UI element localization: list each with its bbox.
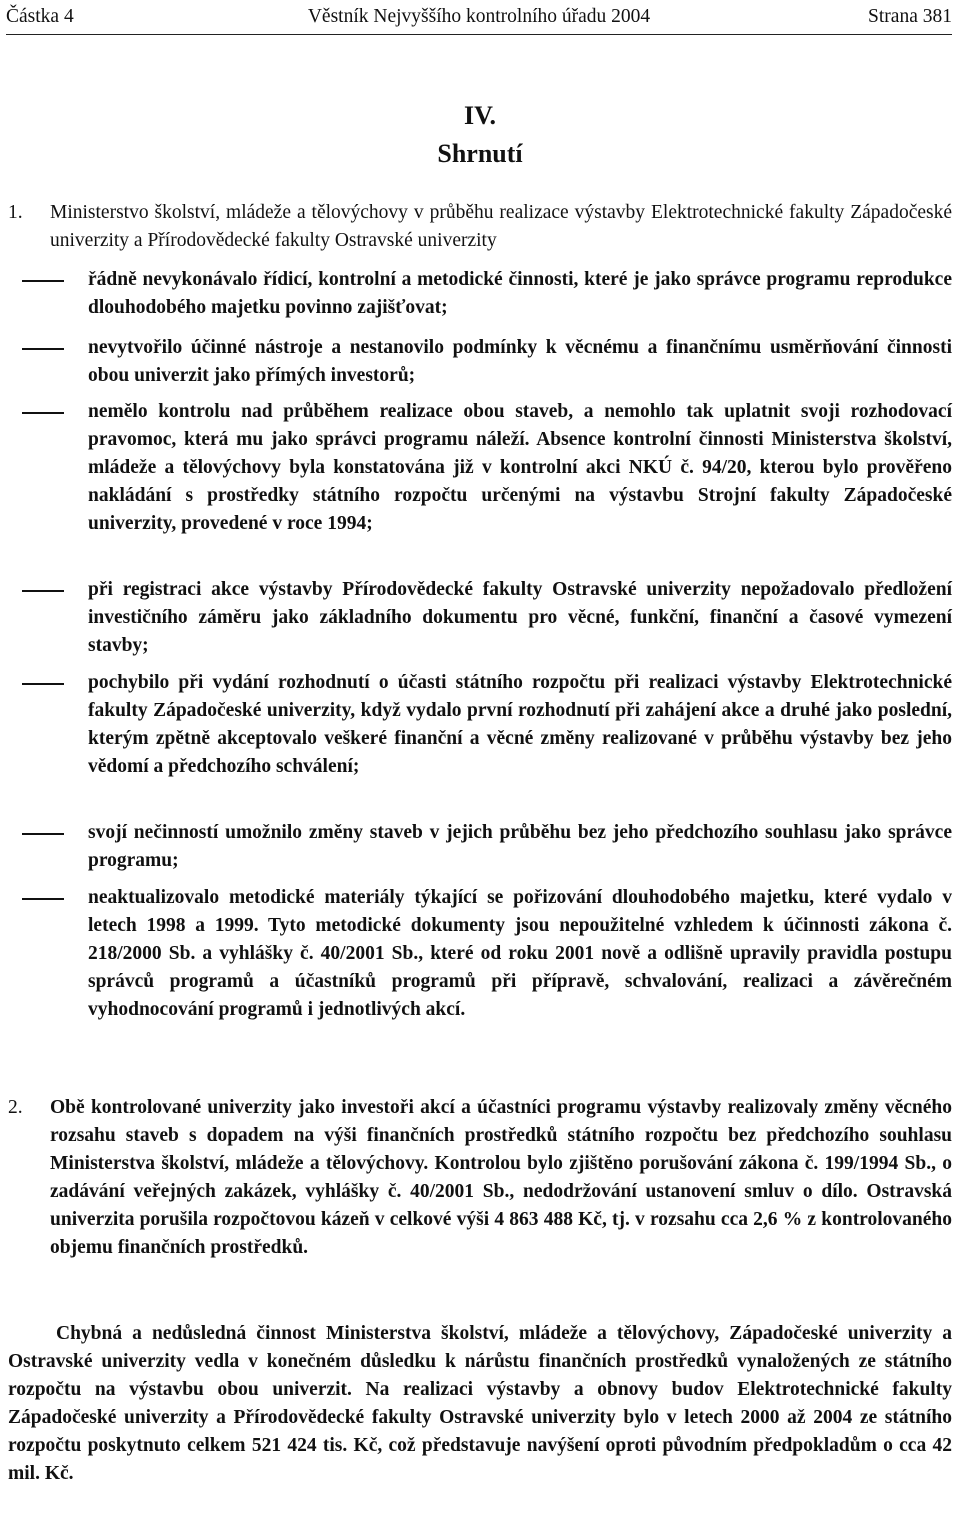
point-1-item-4: při registraci akce výstavby Přírodovědecké fakulty Ostravské univerzity nepožadovalo předložení investičního záměru jako základního dokumentu pro věcné, funkční, finanční a časové vymezení stavby; — [88, 579, 952, 656]
conclusion-paragraph: Chybná a nedůsledná činnost Ministerstva školství, mládeže a tělovýchovy, Západočeské univerzity a Ostravské univerzity vedla v konečném důsledku k nárůstu finančních prostředků vynaložených ze státního rozpočtu na výstavbu obou univerzit. Na realizaci výstavby a obnovy budov Elektrotechnické fakulty Západočeské univerzity a Přírodovědecké fakulty Ostravské univerzity bylo v letech 2000 až 2004 ze státního rozpočtu poskytnuto celkem 521 424 tis. Kč, což představuje navýšení oproti původním předpokladům o cca 42 mil. Kč. — [8, 1323, 952, 1484]
point-1-item-3: nemělo kontrolu nad průběhem realizace obou staveb, a nemohlo tak uplatnit svoji rozhodovací pravomoc, která mu jako správci programu náleží. Absence kontrolní činnosti Ministerstva školství, mládeže a tělovýchovy byla konstatována již v kontrolní akci NKÚ č. 94/20, kterou bylo prověřeno nakládání s prostředky státního rozpočtu určenými na výstavbu Strojní fakulty Západočeské univerzity, provedené v roce 1994; — [88, 401, 952, 534]
bullet-dash — [22, 683, 64, 685]
point-1-intro-text: Ministerstvo školství, mládeže a tělovýchovy v průběhu realizace výstavby Elektrotechnické fakulty Západočeské univerzity a Přírodovědecké fakulty Ostravské univerzity — [50, 202, 952, 251]
page-header — [6, 4, 952, 35]
point-2-text: Obě kontrolované univerzity jako investoři akcí a účastníci programu výstavby realizovaly změny věcného rozsahu staveb s dopadem na výši finančních prostředků státního rozpočtu bez předchozího souhlasu Ministerstva školství, mládeže a tělovýchovy. Kontrolou bylo zjištěno porušování zákona č. 199/1994 Sb., o zadávání veřejných zakázek, vyhlášky č. 40/2001 Sb., nedodržování ustanovení smluv o dílo. Ostravská univerzita porušila rozpočtovou kázeň v celkové výši 4 863 488 Kč, tj. v rozsahu cca 2,6 % z kontrolovaného objemu finančních prostředků. — [50, 1097, 952, 1258]
point-1-item-7: neaktualizovalo metodické materiály týkající se pořizování dlouhodobého majetku, které vydalo v letech 1998 a 1999. Tyto metodické dokumenty jsou nepoužitelné vzhledem k účinnosti zákona č. 218/2000 Sb. a vyhlášky č. 40/2001 Sb., které od roku 2001 nově a odlišně upravily pravidla postupu správců programů a účastníků programů při přípravě, schvalování, realizaci a závěrečném vyhodnocování programů i jednotlivých akcí. — [88, 887, 952, 1020]
point-1-item-5: pochybilo při vydání rozhodnutí o účasti státního rozpočtu při realizaci výstavby Elektrotechnické fakulty Západočeské univerzity, když vydalo první rozhodnutí při zahájení akce a druhé jako poslední, kterým zpětně akceptovalo veškeré finanční a věcné změny realizované v průběhu výstavby bez jeho vědomí a předchozího schválení; — [88, 672, 952, 777]
header-issue: Částka 4 — [6, 6, 74, 27]
bullet-dash — [22, 412, 64, 414]
header-page-number: Strana 381 — [868, 6, 952, 27]
section-number: IV. — [463, 101, 497, 130]
bullet-dash — [22, 280, 64, 282]
header-journal-title: Věstník Nejvyššího kontrolního úřadu 2004 — [307, 6, 651, 27]
point-1-item-6: svojí nečinností umožnilo změny staveb v jejich průběhu bez jeho předchozího souhlasu jako správce programu; — [88, 822, 952, 871]
point-1-item-2: nevytvořilo účinné nástroje a nestanovilo podmínky k věcnému a finančnímu usměrňování činnosti obou univerzit jako přímých investorů; — [88, 337, 952, 386]
point-2-number: 2. — [8, 1097, 23, 1118]
point-1-number: 1. — [8, 202, 23, 223]
bullet-dash — [22, 590, 64, 592]
bullet-dash — [22, 833, 64, 835]
point-1-item-1: řádně nevykonávalo řídicí, kontrolní a metodické činnosti, které je jako správce programu reprodukce dlouhodobého majetku povinno zajišťovat; — [88, 269, 952, 318]
bullet-dash — [22, 348, 64, 350]
section-title: Shrnutí — [437, 139, 523, 168]
point-1-intro — [50, 199, 952, 255]
bullet-dash — [22, 898, 64, 900]
